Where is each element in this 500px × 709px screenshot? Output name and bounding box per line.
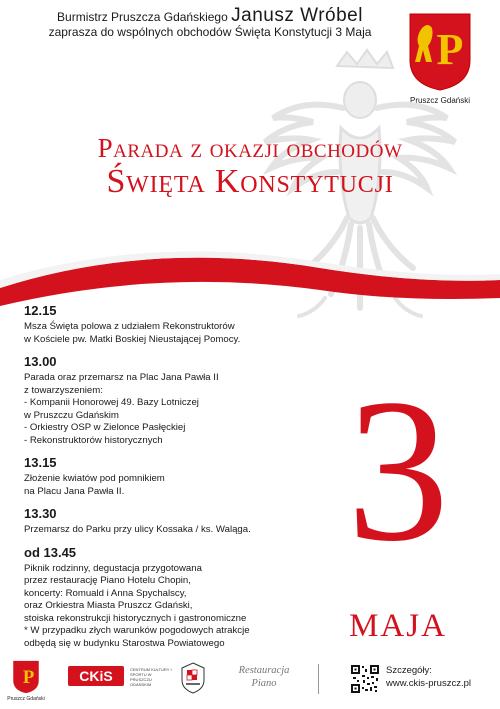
restaurant-piano-logo bbox=[228, 664, 300, 690]
ckis-logo: CKiS bbox=[68, 666, 124, 686]
pruszcz-crest-small-icon bbox=[12, 660, 40, 694]
restaurant-line1: Restauracja bbox=[238, 665, 290, 676]
header bbox=[0, 5, 420, 40]
qr-code-icon bbox=[350, 664, 380, 694]
header-line2: zaprasza do wspólnych obchodów Święta Konstytucji 3 Maja bbox=[48, 25, 372, 39]
date-month: MAJA bbox=[349, 608, 447, 644]
crest-label: Pruszcz Gdański bbox=[409, 96, 471, 105]
restaurant-line2: Piano bbox=[251, 678, 277, 689]
schedule-time: 13.30 bbox=[24, 506, 57, 521]
svg-text:P: P bbox=[436, 25, 464, 74]
air-base-emblem-icon bbox=[180, 662, 206, 694]
header-mayor-title: Burmistrz Pruszcza Gdańskiego bbox=[57, 10, 228, 24]
schedule-description: Msza Święta polowa z udziałem Rekonstruktorów w Kościele pw. Matki Boskiej Nieustającej Pomocy. bbox=[24, 321, 241, 345]
event-title bbox=[0, 133, 500, 201]
details-info bbox=[386, 664, 498, 690]
schedule-time: 12.15 bbox=[24, 303, 57, 318]
details-url-link[interactable]: www.ckis-pruszcz.pl bbox=[386, 678, 471, 689]
schedule-description: Złożenie kwiatów pod pomnikiem na Placu Jana Pawła II. bbox=[24, 473, 165, 497]
footer bbox=[0, 658, 500, 709]
header-line1 bbox=[0, 5, 420, 26]
schedule-description: Parada oraz przemarsz na Plac Jana Pawła II z towarzyszeniem: - Kompanii Honorowej 49. Bazy Lotniczej w Pruszczu Gdańskim - Orkiestry OSP w Zielonce Pasłęckiej - Rekonstruktorów historycznych bbox=[24, 372, 219, 446]
title-line1: Parada z okazji obchodów bbox=[97, 133, 403, 163]
schedule-time: od 13.45 bbox=[24, 544, 77, 560]
svg-text:P: P bbox=[22, 666, 35, 688]
footer-divider bbox=[318, 664, 319, 694]
schedule-description: Piknik rodzinny, degustacja przygotowana przez restaurację Piano Hotelu Chopin, koncerty: Romuald i Anna Spychalscy, oraz Orkiestra Miasta Pruszcz Gdański, stoiska rekonstrukcji historycznych i gastronomiczne * W przypadku złych warunków pogodowych atrakcje odbędą się w budynku Starostwa Powiatowego bbox=[24, 562, 250, 649]
schedule-description: Przemarsz do Parku przy ulicy Kossaka / ks. Waląga. bbox=[24, 524, 251, 535]
big-date-number: 3 bbox=[346, 357, 450, 584]
title-line2: Święta Konstytucji bbox=[106, 163, 394, 200]
ckis-subtitle: CENTRUM KULTURY I SPORTU W PRUSZCZU GDAŃSKIM bbox=[130, 667, 172, 687]
footer-crest-label: Pruszcz Gdański bbox=[7, 696, 45, 702]
details-label: Szczegóły: bbox=[386, 665, 432, 676]
schedule bbox=[24, 303, 334, 650]
header-mayor-name: Janusz Wróbel bbox=[231, 5, 363, 26]
schedule-time: 13.15 bbox=[24, 455, 57, 470]
schedule-time: 13.00 bbox=[24, 354, 57, 369]
